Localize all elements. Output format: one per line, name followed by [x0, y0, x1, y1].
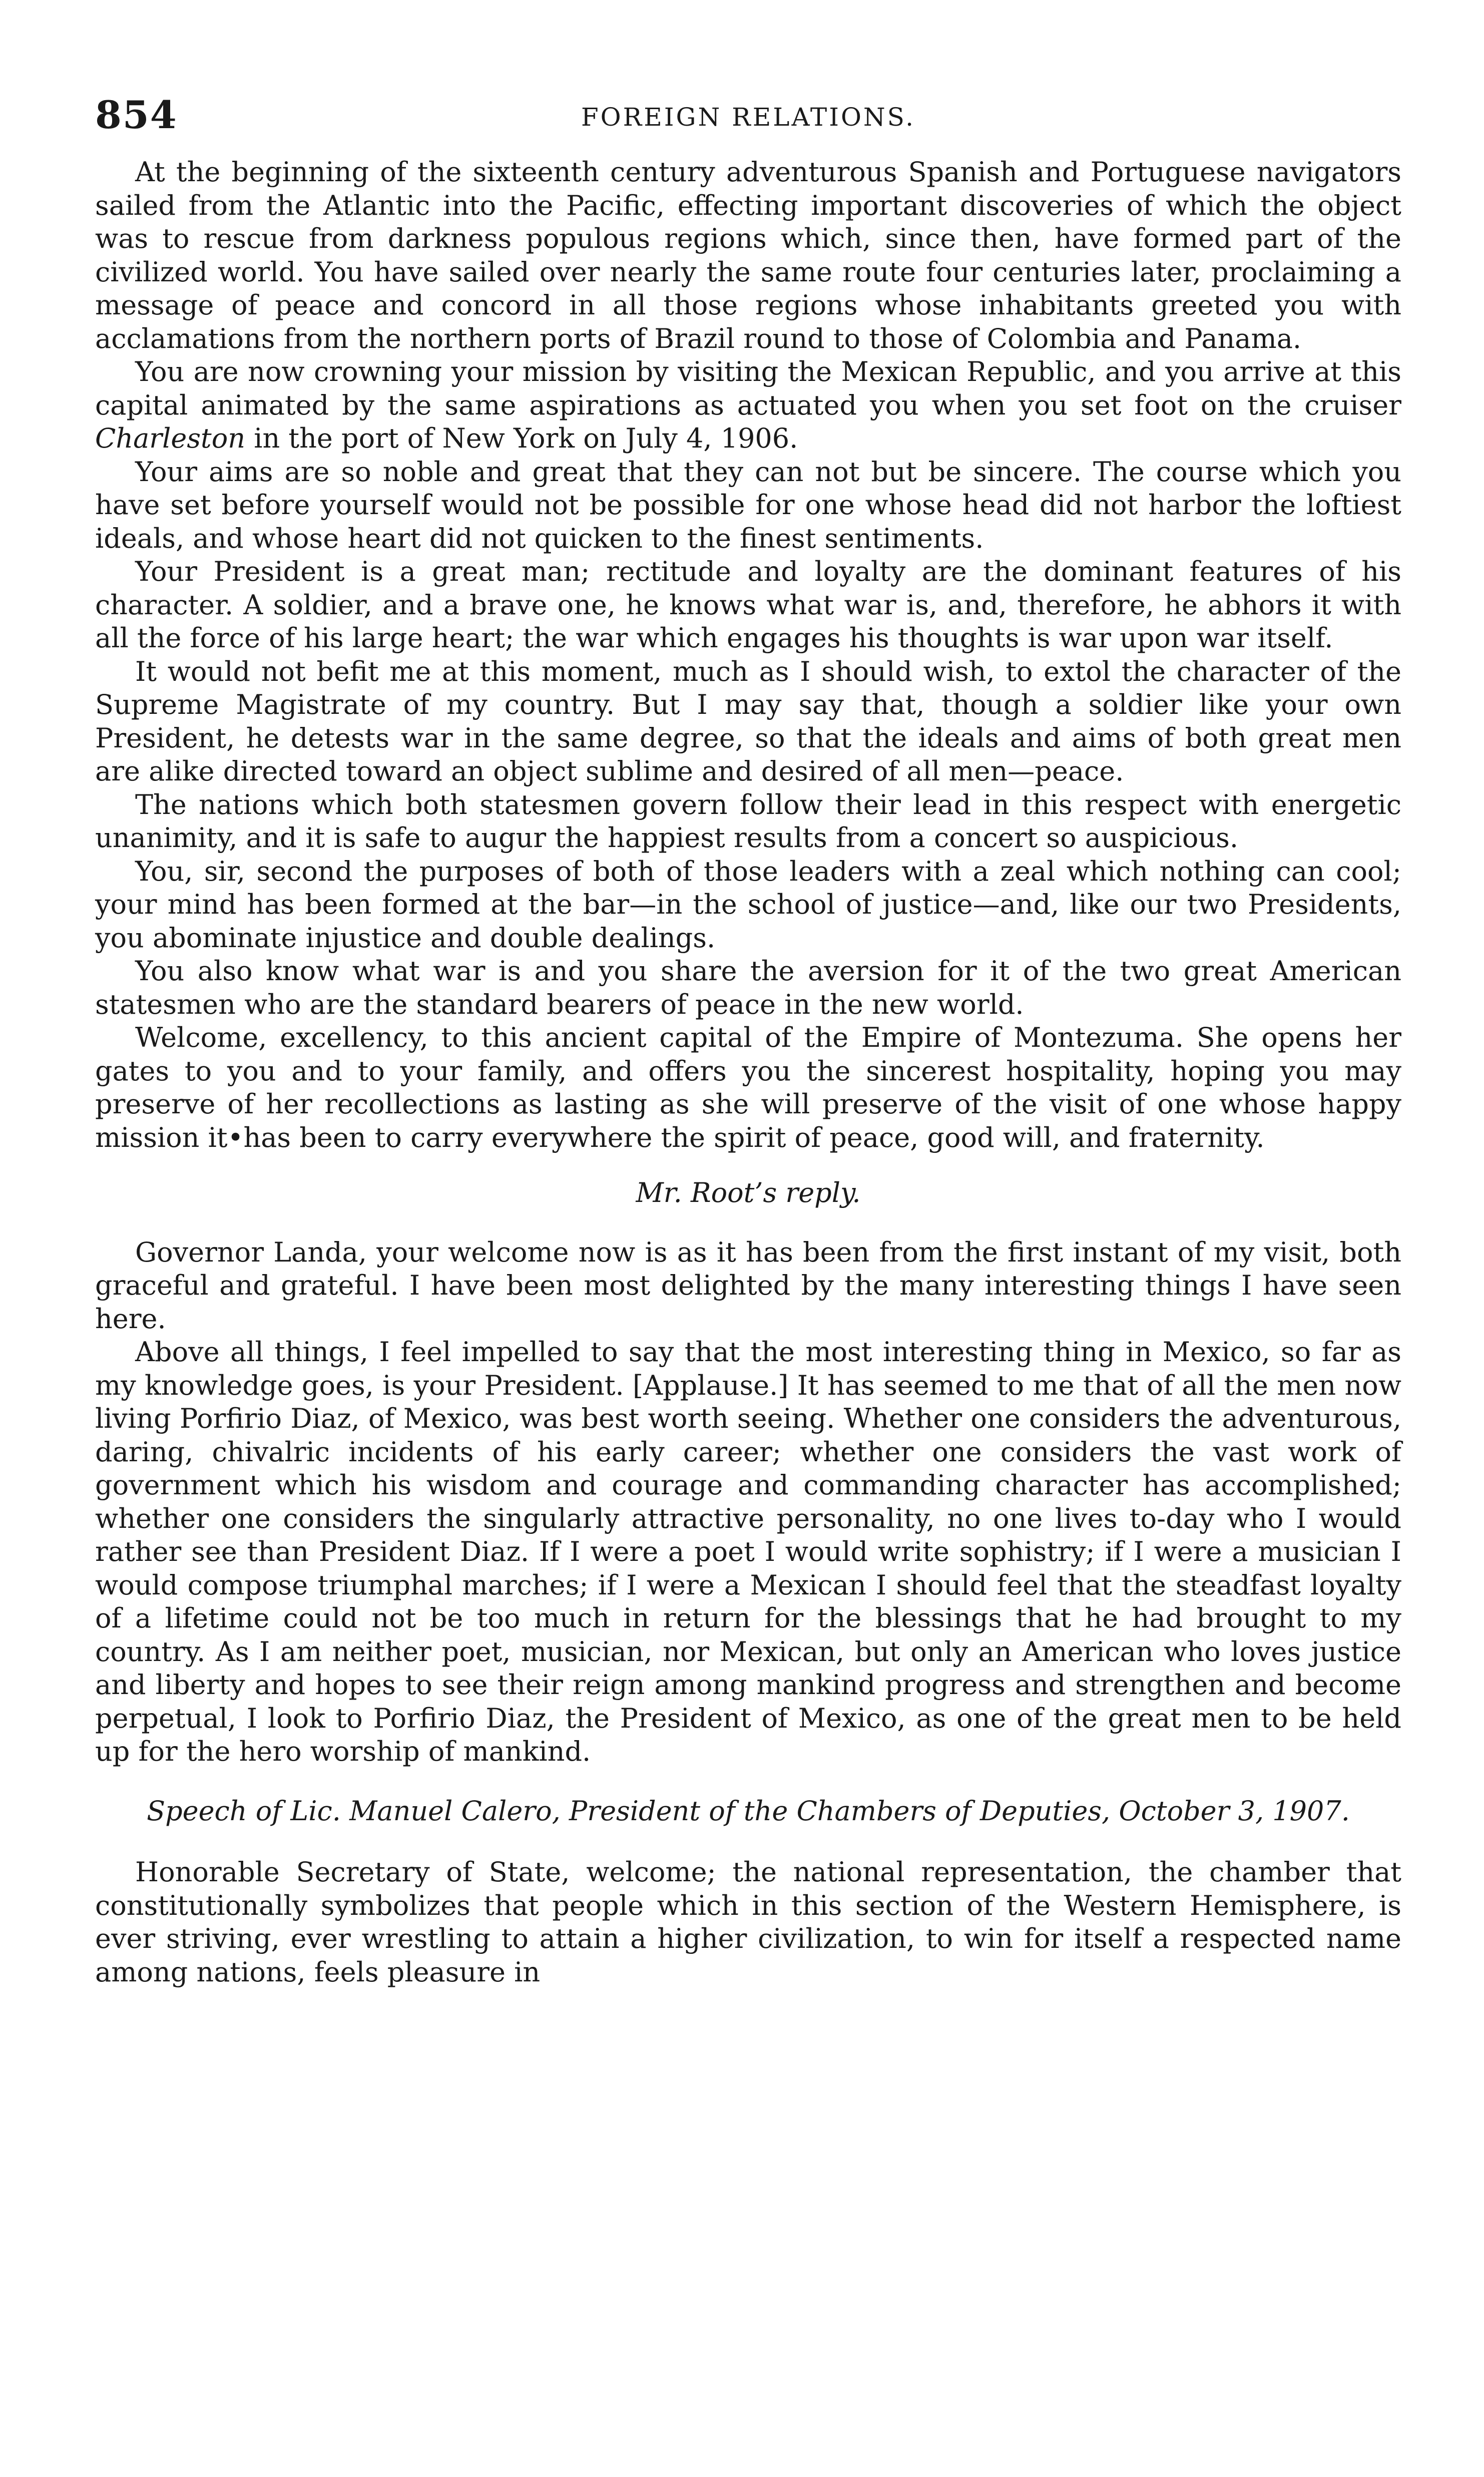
paragraph: Welcome, excellency, to this ancient capital of the Empire of Montezuma. She opens her gates to you and to your family, and offers you the sincerest hospitality, hoping you may preserve of her recollections as lasting as she will preserve of the visit of one whose happy mission it•has been to carry everywhere the spirit of peace, good will, and fraternity. [95, 1022, 1401, 1153]
paragraph: Above all things, I feel impelled to say that the most interesting thing in Mexico, so far as my knowledge goes, is your President. [Applause.] It has seemed to me that of all the men now living Porfirio Diaz, of Mexico, was best worth seeing. Whether one considers the adventurous, daring, chivalric incidents of his early career; whether one considers the vast work of government which his wisdom and courage and commanding character has accomplished; whether one considers the singularly attractive personality, no one lives to-day who I would rather see than President Diaz. If I were a poet I would write sophistry; if I were a musician I would compose triumphal marches; if I were a Mexican I should feel that the steadfast loyalty of a lifetime could not be too much in return for the blessings that he had brought to my country. As I am neither poet, musician, nor Mexican, but only an American who loves justice and liberty and hopes to see their reign among mankind progress and strengthen and become perpetual, I look to Porfirio Diaz, the President of Mexico, as one of the great men to be held up for the hero worship of mankind. [95, 1336, 1401, 1767]
section-heading: Mr. Root’s reply. [636, 1177, 861, 1208]
paragraph: You also know what war is and you share the aversion for it of the two great American statesmen who are the standard bearers of peace in the new world. [95, 955, 1401, 1020]
document-page [95, 88, 1401, 2430]
body-text [95, 156, 1401, 1989]
page-header [95, 88, 1401, 143]
paragraph-text: in the port of New York on July 4, 1906. [245, 423, 798, 454]
paragraph: Governor Landa, your welcome now is as it has been from the first instant of my visit, both graceful and grateful. I have been most delighted by the many interesting things I have seen here. [95, 1236, 1401, 1335]
paragraph: You, sir, second the purposes of both of those leaders with a zeal which nothing can cool; your mind has been formed at the bar—in the school of justice—and, like our two Presidents, you abominate injustice and double dealings. [95, 855, 1401, 954]
paragraph [95, 355, 1401, 456]
section-heading: Speech of Lic. Manuel Calero, President of the Chambers of Deputies, October 3, 1907. [147, 1795, 1350, 1827]
running-head: FOREIGN RELATIONS. [581, 103, 916, 132]
paragraph: Your President is a great man; rectitude and loyalty are the dominant features of his character. A soldier, and a brave one, he knows what war is, and, therefore, he abhors it with all the force of his large heart; the war which engages his thoughts is war upon war itself. [95, 556, 1401, 654]
paragraph: The nations which both statesmen govern follow their lead in this respect with energetic unanimity, and it is safe to augur the happiest results from a concert so auspicious. [95, 788, 1401, 854]
paragraph: At the beginning of the sixteenth century adventurous Spanish and Portuguese navigators sailed from the Atlantic into the Pacific, effecting important discoveries of which the object was to rescue from darkness populous regions which, since then, have formed part of the civilized world. You have sailed over nearly the same route four centuries later, proclaiming a message of peace and concord in all those regions whose inhabitants greeted you with acclamations from the northern ports of Brazil round to those of Colombia and Panama. [95, 156, 1401, 354]
paragraph: Your aims are so noble and great that they can not but be sincere. The course which you have set before yourself would not be possible for one whose head did not harbor the loftiest ideals, and whose heart did not quicken to the finest sentiments. [95, 456, 1401, 554]
paragraph: It would not befit me at this moment, much as I should wish, to extol the character of the Supreme Magistrate of my country. But I may say that, though a soldier like your own President, he detests war in the same degree, so that the ideals and aims of both great men are alike directed toward an object sublime and desired of all men—peace. [95, 655, 1401, 787]
paragraph: Honorable Secretary of State, welcome; the national representation, the chamber that constitutionally symbolizes that people which in this section of the Western Hemisphere, is ever striving, ever wrestling to attain a higher civilization, to win for itself a respected name among nations, feels pleasure in [95, 1856, 1401, 1988]
paragraph-text: You are now crowning your mission by visiting the Mexican Republic, and you arrive at this capital animated by the same aspirations as actuated you when you set foot on the cruiser [95, 356, 1401, 421]
ship-name: Charleston [95, 423, 246, 454]
page-number: 854 [95, 93, 178, 137]
